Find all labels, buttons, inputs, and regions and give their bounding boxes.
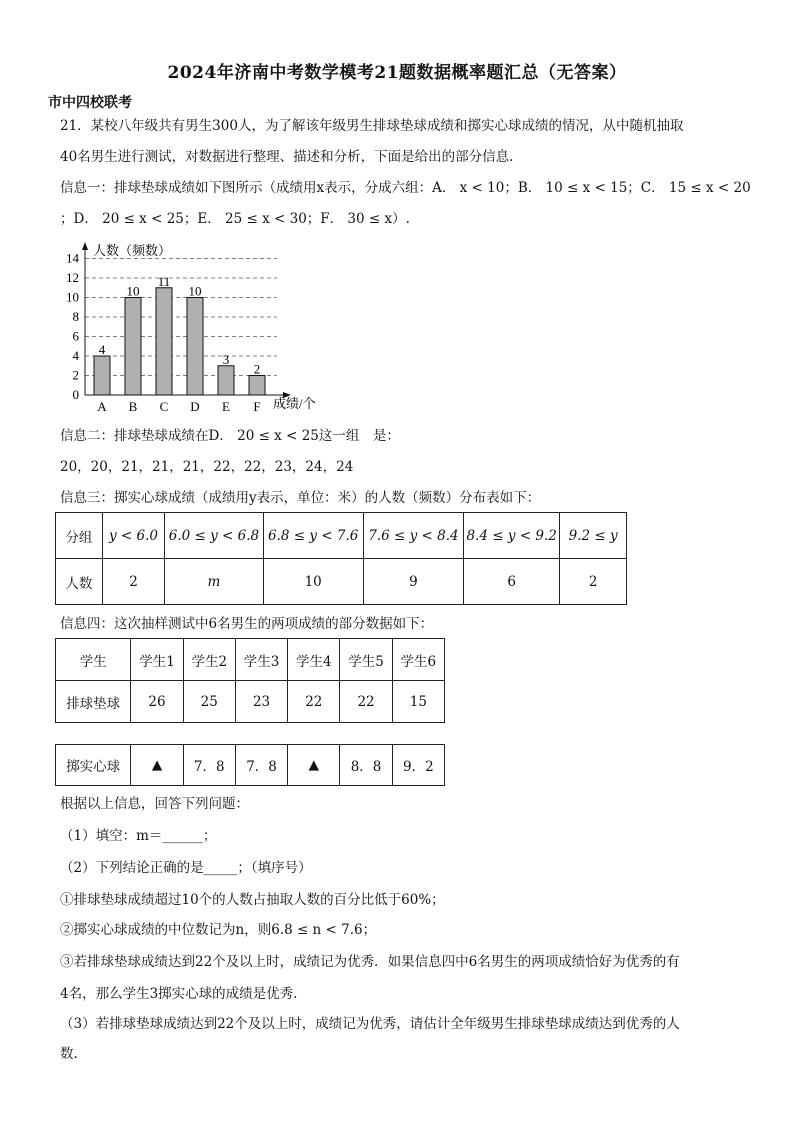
y-tick-label: 4 — [72, 348, 79, 363]
question-line: ②掷实心球成绩的中位数记为n，则6.8 ≤ n < 7.6； — [60, 922, 377, 938]
info2-data: 20，20，21，21，21，22，22，23，24，24 — [60, 459, 354, 475]
triangle-icon: ▲ — [288, 745, 340, 786]
table-cell: 人数 — [56, 559, 103, 605]
table-cell: 8.4 ≤ y < 9.2 — [464, 513, 560, 559]
x-tick-label: F — [253, 399, 261, 414]
table-cell: 26 — [131, 681, 183, 723]
table-cell: 学生3 — [235, 639, 287, 681]
y-axis-label: 人数（频数） — [93, 243, 172, 258]
bar-value-label: 3 — [222, 351, 230, 367]
table-cell: 分组 — [56, 513, 103, 559]
info2-line: 信息二：排球垫球成绩在D． 20 ≤ x < 25这一组 是： — [60, 428, 400, 444]
question-line: ③若排球垫球成绩达到22个及以上时，成绩记为优秀．如果信息四中6名男生的两项成绩恰好为优秀的有 — [60, 954, 680, 970]
y-tick-label: 2 — [72, 367, 79, 383]
bar-chart — [55, 240, 345, 418]
page-title: 2024年济南中考数学模考21题数据概率题汇总（无答案） — [167, 63, 627, 83]
question-line: 数. — [60, 1046, 78, 1062]
problem-line: 信息一：排球垫球成绩如下图所示（成绩用x表示，分成六组：A． x < 10；B． 10 ≤ x < 15；C． 15 ≤ x < 20 — [60, 180, 751, 196]
x-tick-label: A — [97, 399, 107, 414]
triangle-icon: ▲ — [131, 745, 183, 786]
table-cell: 学生1 — [131, 639, 183, 681]
y-tick-label: 12 — [66, 270, 79, 285]
bar-F — [249, 376, 265, 396]
table-cell: 15 — [392, 681, 444, 723]
table-cell: 学生6 — [392, 639, 444, 681]
table-cell: 学生5 — [340, 639, 392, 681]
problem-line: ；D． 20 ≤ x < 25；E． 25 ≤ x < 30；F． 30 ≤ x）. — [60, 211, 410, 227]
bar-A — [94, 356, 110, 395]
y-axis-arrow — [82, 242, 88, 250]
bar-value-label: 4 — [98, 342, 106, 357]
table-cell: 学生 — [56, 639, 131, 681]
question-line: ①排球垫球成绩超过10个的人数占抽取人数的百分比低于60%； — [60, 892, 445, 908]
section-heading: 市中四校联考 — [48, 95, 132, 111]
table-row — [56, 513, 627, 559]
table-cell: 掷实心球 — [56, 745, 131, 786]
table-cell: 9.2 ≤ y — [560, 513, 627, 559]
info4-line: 信息四：这次抽样测试中6名男生的两项成绩的部分数据如下： — [60, 616, 434, 632]
question-line: （2）下列结论正确的是_____；（填序号） — [60, 860, 312, 876]
table-cell: 排球垫球 — [56, 681, 131, 723]
table-cell: 8．8 — [340, 745, 392, 786]
table-row — [56, 681, 445, 723]
x-tick-label: B — [128, 399, 138, 414]
bar-E — [218, 366, 234, 395]
y-tick-label: 8 — [72, 309, 79, 324]
x-axis-label: 成绩/个 — [273, 396, 316, 411]
table-row — [56, 639, 445, 681]
question-line: 根据以上信息，回答下列问题： — [60, 796, 249, 812]
question-line: （3）若排球垫球成绩达到22个及以上时，成绩记为优秀，请估计全年级男生排球垫球成绩达到优秀的人 — [60, 1016, 680, 1032]
bar-value-label: 10 — [126, 283, 140, 299]
table-cell: 7．8 — [183, 745, 235, 786]
table-cell: 6 — [464, 559, 560, 605]
table-cell: 学生2 — [183, 639, 235, 681]
table-cell: 22 — [288, 681, 340, 723]
bar-B — [125, 298, 141, 396]
student-table — [55, 638, 445, 723]
y-tick-label: 14 — [66, 250, 79, 266]
bar-value-label: 10 — [188, 283, 202, 299]
info3-line: 信息三：掷实心球成绩（成绩用y表示，单位：米）的人数（频数）分布表如下： — [60, 490, 541, 506]
bar-value-label: 11 — [157, 273, 171, 289]
table-cell: 9．2 — [392, 745, 444, 786]
table-row — [56, 745, 445, 786]
table-cell: 2 — [560, 559, 627, 605]
y-tick-label: 10 — [66, 289, 79, 305]
table-cell: 7．8 — [235, 745, 287, 786]
table-cell: 7.6 ≤ y < 8.4 — [363, 513, 463, 559]
problem-line: 40名男生进行测试，对数据进行整理、描述和分析，下面是给出的部分信息. — [60, 149, 514, 165]
table-cell: m — [165, 559, 263, 605]
table-cell: 6.0 ≤ y < 6.8 — [165, 513, 263, 559]
table-cell: 学生4 — [288, 639, 340, 681]
bar-D — [187, 298, 203, 396]
table-cell: 9 — [363, 559, 463, 605]
table-cell: 22 — [340, 681, 392, 723]
distribution-table — [55, 512, 627, 605]
y-tick-label: 6 — [72, 328, 79, 344]
table-cell: 10 — [263, 559, 363, 605]
x-tick-label: C — [159, 399, 169, 414]
table-cell: 6.8 ≤ y < 7.6 — [263, 513, 363, 559]
table-row — [56, 559, 627, 605]
problem-line: 21．某校八年级共有男生300人，为了解该年级男生排球垫球成绩和掷实心球成绩的情况，从中随机抽取 — [60, 118, 684, 134]
x-tick-label: E — [222, 399, 230, 414]
y-tick-label: 0 — [72, 387, 79, 402]
table-cell: 25 — [183, 681, 235, 723]
table-cell: y < 6.0 — [102, 513, 165, 559]
table-cell: 2 — [102, 559, 165, 605]
shotput-table — [55, 744, 445, 786]
question-line: 4名，那么学生3掷实心球的成绩是优秀. — [60, 986, 298, 1002]
bar-value-label: 2 — [253, 361, 261, 377]
x-tick-label: D — [190, 399, 200, 414]
question-line: （1）填空：m＝______； — [60, 828, 217, 844]
table-cell: 23 — [235, 681, 287, 723]
bar-C — [156, 288, 172, 395]
